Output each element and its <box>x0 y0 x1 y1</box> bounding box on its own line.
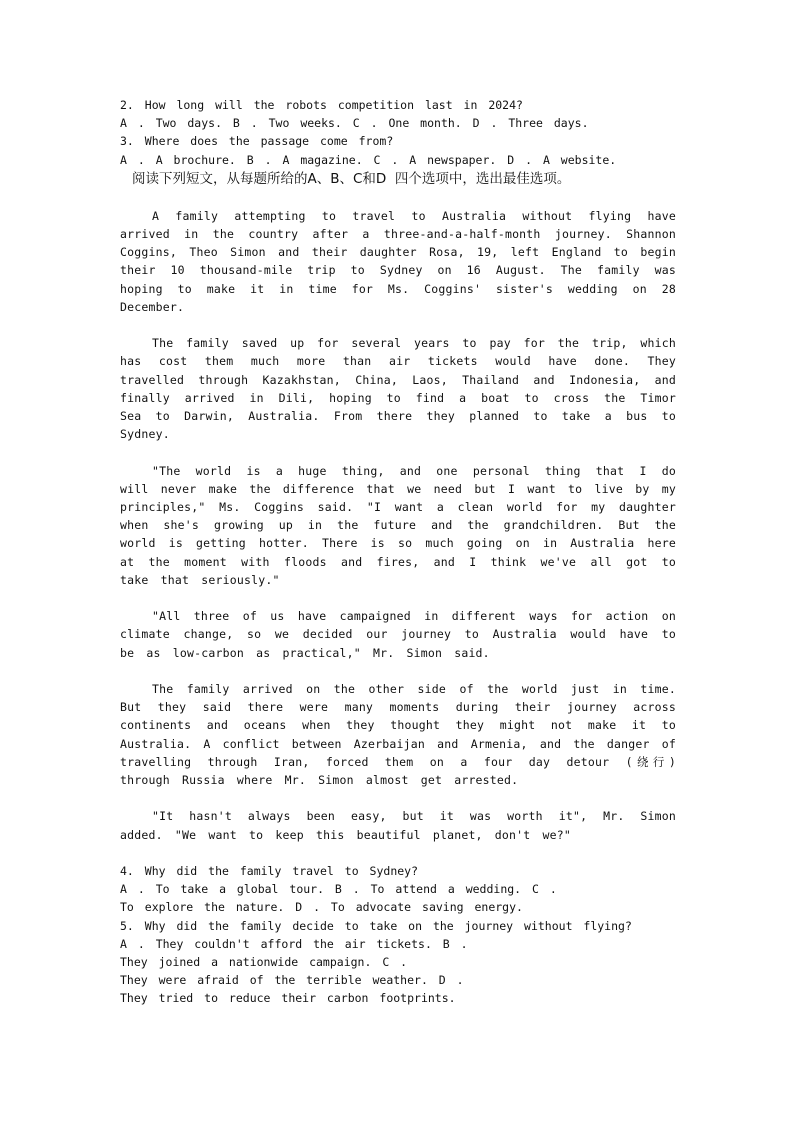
question-5-option-line: A . They couldn't afford the air tickets. B . <box>120 936 468 951</box>
question-4-option-line: To explore the nature. D . To advocate saving energy. <box>120 900 523 915</box>
question-2-options: A . Two days. B . Two weeks. C . One month. D . Three days. <box>120 116 589 131</box>
question-5-option-line: They were afraid of the terrible weather. D . <box>120 973 464 988</box>
passage-paragraph-6: "It hasn't always been easy, but it was worth it", Mr. Simon added. "We want to keep this beautiful planet, don't we?" <box>120 809 676 842</box>
passage-paragraph-5: The family arrived on the other side of the world just in time. But they said there were many moments during their journey across continents and oceans when they thought they might not make it to Australia. A conflict between Azerbaijan and Armenia, and the danger of travelling through Iran, forced them on a four day detour (绕行) through Russia where Mr. Simon almost get arrested. <box>120 682 676 788</box>
question-5-stem: 5. Why did the family decide to take on the journey without flying? <box>120 918 632 933</box>
question-5-option-line: They joined a nationwide campaign. C . <box>120 955 408 970</box>
reading-instruction: 阅读下列短文，从每题所给的A、B、C和D 四个选项中，选出最佳选项。 <box>132 170 571 187</box>
question-4-option-line: A . To take a global tour. B . To attend a wedding. C . <box>120 882 557 897</box>
passage-paragraph-3: "The world is a huge thing, and one personal thing that I do will never make the difference that we need but I want to live by my principles," Ms. Coggins said. "I want a clean world for my daughter when she's growing up in the future and the grandchildren. But the world is getting hotter. There is so much going on in Australia here at the moment with floods and fires, and I think we've all got to take that seriously." <box>120 463 676 587</box>
question-4-stem: 4. Why did the family travel to Sydney? <box>120 864 419 879</box>
question-2-stem: 2. How long will the robots competition last in 2024? <box>120 98 523 112</box>
document-body <box>120 96 676 1008</box>
passage-paragraph-4: "All three of us have campaigned in different ways for action on climate change, so we decided our journey to Australia would have to be as low-carbon as practical," Mr. Simon said. <box>120 609 676 660</box>
passage-paragraph-2: The family saved up for several years to pay for the trip, which has cost them much more than air tickets would have done. They travelled through Kazakhstan, China, Laos, Thailand and Indonesia, and finally arrived in Dili, hoping to find a boat to cross the Timor Sea to Darwin, Australia. From there they planned to take a bus to Sydney. <box>120 336 676 442</box>
question-3-stem: 3. Where does the passage come from? <box>120 134 394 149</box>
question-3-options: A . A brochure. B . A magazine. C . A newspaper. D . A website. <box>120 152 617 167</box>
passage-paragraph-1: A family attempting to travel to Australia without flying have arrived in the country after a three-and-a-half-month journey. Shannon Coggins, Theo Simon and their daughter Rosa, 19, left England to begin their 10 thousand-mile trip to Sydney on 16 August. The family was hoping to make it in time for Ms. Coggins' sister's wedding on 28 December. <box>120 208 676 314</box>
question-5-option-line: They tried to reduce their carbon footprints. <box>120 991 456 1006</box>
